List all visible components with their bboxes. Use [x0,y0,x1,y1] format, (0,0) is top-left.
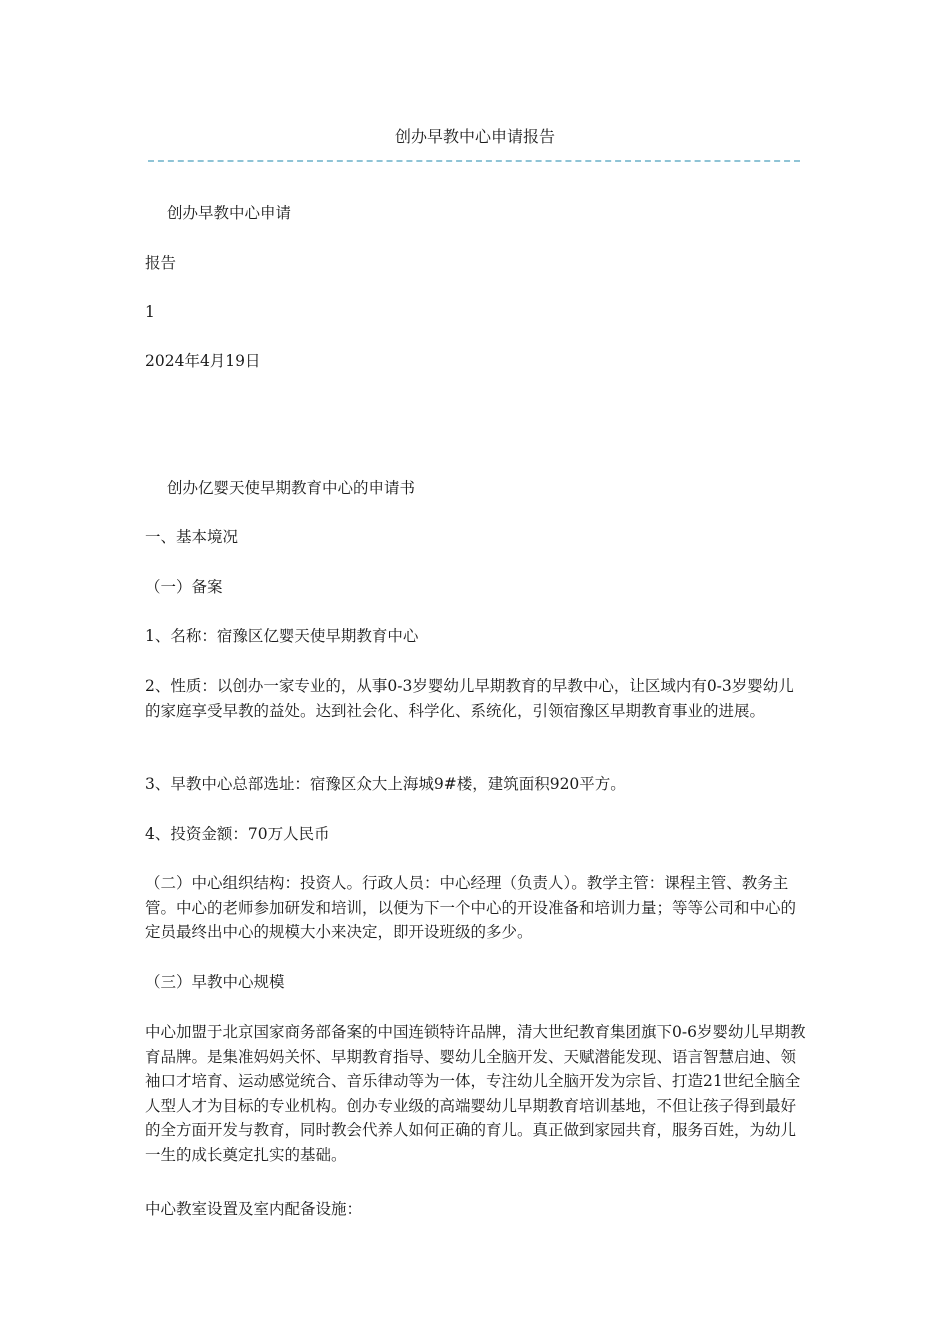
item-investment: 4、投资金额：70万人民币 [145,825,330,843]
item-name: 1、名称：宿豫区亿婴天使早期教育中心 [145,627,419,645]
doc-title: 创办亿婴天使早期教育中心的申请书 [167,479,416,497]
cover-line-2: 报告 [145,254,177,272]
item-location: 3、早教中心总部选址：宿豫区众大上海城9#楼，建筑面积920平方。 [145,775,626,793]
header-dashed-rule [148,160,800,162]
cover-line-3: 1 [145,303,155,321]
cover-line-1: 创办早教中心申请 [167,204,292,222]
item-nature: 2、性质：以创办一家专业的，从事0-3岁婴幼儿早期教育的早教中心，让区域内有0-3岁婴幼儿的家庭享受早教的益处。达到社会化、科学化、系统化，引领宿豫区早期教育事业的进展。 [145,677,794,720]
subsection-heading-1: （一）备案 [145,578,223,596]
paragraph-facilities: 中心教室设置及室内配备设施： [145,1200,363,1218]
subsection-organization: （二）中心组织结构：投资人。行政人员：中心经理（负责人）。教学主管：课程主管、教务主管。中心的老师参加研发和培训，以便为下一个中心的开设准备和培训力量；等等公司和中心的定员最终出中心的规模大小来决定，即开设班级的多少。 [145,874,797,941]
cover-date: 2024年4月19日 [145,352,261,370]
subsection-heading-3: （三）早教中心规模 [145,973,285,991]
section-heading-1: 一、基本境况 [145,528,239,546]
paragraph-scale: 中心加盟于北京国家商务部备案的中国连锁特许品牌，清大世纪教育集团旗下0-6岁婴幼儿早期教育品牌。是集准妈妈关怀、早期教育指导、婴幼儿全脑开发、天赋潜能发现、语言智慧启迪、领袖口才培育、运动感觉统合、音乐律动等为一体，专注幼儿全脑开发为宗旨、打造21世纪全脑全人型人才为目标的专业机构。创办专业级的高端婴幼儿早期教育培训基地，不但让孩子得到最好的全方面开发与教育，同时教会代养人如何正确的育儿。真正做到家园共育，服务百姓，为幼儿一生的成长奠定扎实的基础。 [145,1023,806,1164]
document-header-title: 创办早教中心申请报告 [394,127,555,146]
